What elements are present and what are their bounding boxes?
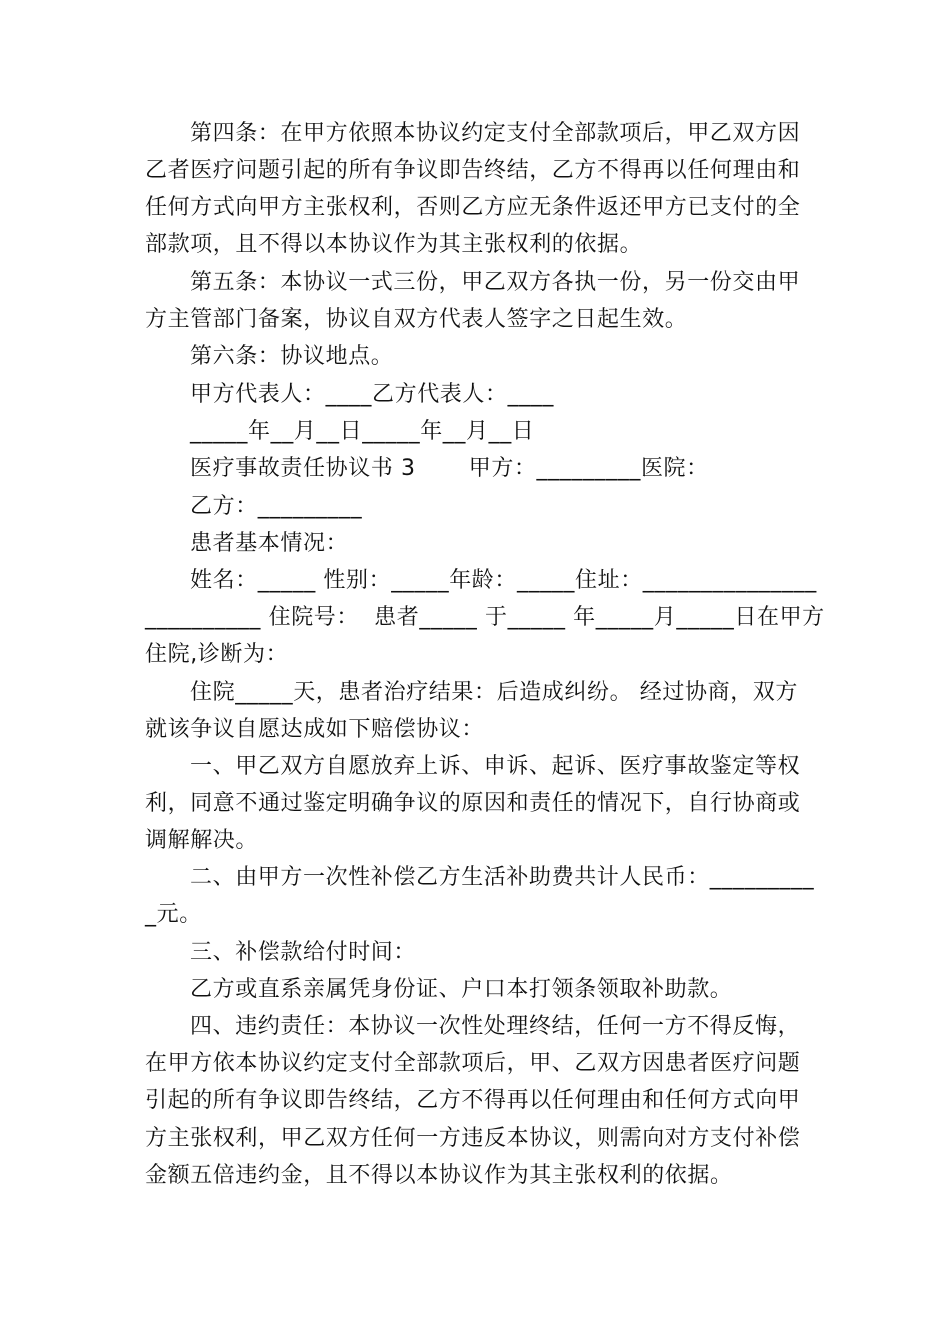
date-line: _____年__月__日_____年__月__日	[190, 419, 535, 444]
clause-1-line-3: 调解解决。	[145, 828, 259, 853]
patient-info-line-2: __________ 住院号： 患者_____ 于_____ 年_____月_____日在甲方	[145, 605, 825, 630]
article-4-line-2: 乙者医疗问题引起的所有争议即告终结，乙方不得再以任何理由和	[145, 158, 801, 183]
patient-info-heading: 患者基本情况：	[190, 531, 349, 556]
clause-3-heading: 三、补偿款给付时间：	[190, 940, 417, 965]
article-4-line-4: 部款项，且不得以本协议作为其主张权利的依据。	[145, 232, 643, 257]
party-b-line: 乙方：_________	[190, 494, 363, 519]
patient-info-line-3: 住院,诊断为：	[145, 642, 289, 667]
clause-4-line-5: 金额五倍违约金，且不得以本协议作为其主张权利的依据。	[145, 1163, 733, 1188]
hospitalization-line-2: 就该争议自愿达成如下赔偿协议：	[145, 717, 485, 742]
hospitalization-line-1: 住院_____天，患者治疗结果：后造成纠纷。 经过协商，双方	[190, 680, 798, 705]
patient-info-line-1: 姓名：_____ 性别：_____年龄：_____住址：_______________	[190, 568, 817, 593]
article-4-line-1: 第四条：在甲方依照本协议约定支付全部款项后，甲乙双方因	[190, 121, 801, 146]
article-5-line-1: 第五条：本协议一式三份，甲乙双方各执一份，另一份交由甲	[190, 270, 801, 295]
article-6-line: 第六条：协议地点。	[190, 344, 394, 369]
clause-4-line-4: 方主张权利，甲乙双方任何一方违反本协议，则需向对方支付补偿	[145, 1126, 801, 1151]
clause-1-line-2: 利，同意不通过鉴定明确争议的原因和责任的情况下，自行协商或	[145, 791, 801, 816]
article-5-line-2: 方主管部门备案，协议自双方代表人签字之日起生效。	[145, 307, 688, 332]
doc3-title-line: 医疗事故责任协议书 3 甲方：_________医院：	[190, 456, 709, 481]
clause-3-line: 乙方或直系亲属凭身份证、户口本打领条领取补助款。	[190, 977, 733, 1002]
clause-2-line-1: 二、由甲方一次性补偿乙方生活补助费共计人民币：_________	[190, 865, 815, 890]
clause-4-line-3: 引起的所有争议即告终结，乙方不得再以任何理由和任何方式向甲	[145, 1088, 801, 1113]
article-4-line-3: 任何方式向甲方主张权利，否则乙方应无条件返还甲方已支付的全	[145, 195, 801, 220]
clause-4-line-2: 在甲方依本协议约定支付全部款项后，甲、乙双方因患者医疗问题	[145, 1051, 801, 1076]
clause-2-line-2: _元。	[145, 902, 202, 927]
clause-1-line-1: 一、甲乙双方自愿放弃上诉、申诉、起诉、医疗事故鉴定等权	[190, 754, 801, 779]
clause-4-line-1: 四、违约责任：本协议一次性处理终结，任何一方不得反悔，	[190, 1014, 801, 1039]
representatives-line: 甲方代表人：____乙方代表人：____	[190, 382, 555, 407]
